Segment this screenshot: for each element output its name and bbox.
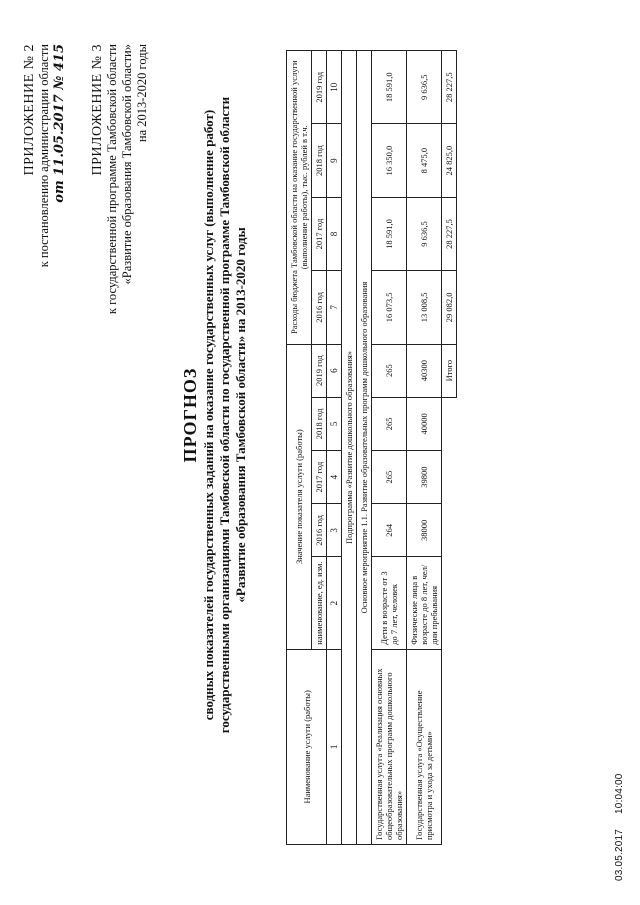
- document-heading: [180, 95, 249, 735]
- header-expense-group: Расходы бюджета Тамбовской области на оказание государственной услуги (выполнение работы), тыс. рублей в т.ч.: [287, 51, 312, 345]
- appendix-3-block: [90, 44, 150, 314]
- header-service-name: Наименование услуги (работы): [287, 649, 327, 844]
- expense-cell: 13 008,5: [407, 271, 442, 344]
- expense-cell: 9 636,5: [407, 197, 442, 270]
- indicator-cell: 264: [372, 504, 407, 557]
- service-name-cell: Государственная услуга «Осуществление присмотра и ухода за детьми»: [407, 649, 442, 844]
- heading-line-3: «Развитие образования Тамбовской области» на 2013-2020 годы: [233, 227, 248, 603]
- header-ind-year: 2016 год: [312, 504, 327, 557]
- appendix-3-line2: «Развитие образования Тамбовской области»: [120, 44, 134, 285]
- unit-cell: Физические лица в возрасте до 8 лет, чел/дни пребывания: [407, 557, 442, 649]
- header-exp-year: 2018 год: [312, 124, 327, 197]
- expense-cell: 8 475,0: [407, 124, 442, 197]
- header-ind-year: 2019 год: [312, 344, 327, 397]
- unit-cell: Дети в возрасте от 3 до 7 лет, человек: [372, 557, 407, 649]
- total-row: [442, 51, 457, 845]
- subprogram-row: [342, 51, 357, 845]
- appendix-2-handwritten-number: от 11.05.2017 № 415: [52, 44, 67, 203]
- header-indicator-group: Значение показателя услуги (работы): [287, 344, 312, 649]
- appendix-3-line3: на 2013-2020 годы: [135, 44, 149, 143]
- column-number-row: [327, 51, 342, 845]
- subprogram-title: Подпрограмма «Развитие дошкольного образования»: [342, 51, 357, 845]
- total-label: Итого: [442, 344, 457, 397]
- expense-cell: 18 591,0: [372, 197, 407, 270]
- expense-cell: 18 591,0: [372, 51, 407, 124]
- document-title: ПРОГНОЗ: [180, 367, 200, 463]
- print-timestamp: [614, 761, 625, 881]
- column-number: 3: [327, 504, 342, 557]
- indicator-cell: 40000: [407, 397, 442, 450]
- total-cell: 28 227,5: [442, 51, 457, 124]
- print-time: 10:04:00: [614, 773, 625, 814]
- appendix-2-line1: к постановлению администрации области: [37, 44, 51, 268]
- measure-title: Основное мероприятие 1.1. Развитие образовательных программ дошкольного образования: [357, 51, 372, 845]
- header-ind-year: 2017 год: [312, 451, 327, 504]
- indicator-cell: 265: [372, 397, 407, 450]
- expense-cell: 9 636,5: [407, 51, 442, 124]
- indicator-cell: 40300: [407, 344, 442, 397]
- measure-row: [357, 51, 372, 845]
- indicator-cell: 39800: [407, 451, 442, 504]
- appendix-3-title: ПРИЛОЖЕНИЕ № 3: [90, 44, 105, 176]
- column-number: 2: [327, 557, 342, 649]
- column-number: 4: [327, 451, 342, 504]
- appendix-2-block: [22, 44, 67, 267]
- appendix-3-line1: к государственной программе Тамбовской области: [105, 44, 119, 315]
- heading-line-2: государственными организациями Тамбовской области по государственной программе Тамбовской области: [217, 96, 232, 734]
- forecast-table: [286, 50, 457, 845]
- indicator-cell: 265: [372, 451, 407, 504]
- header-unit: наименование, ед. изм.: [312, 557, 327, 649]
- header-row-1: [287, 51, 312, 845]
- heading-line-1: сводных показателей государственных заданий на оказание государственных услуг (выполнение работ): [201, 109, 216, 721]
- indicator-cell: 38000: [407, 504, 442, 557]
- header-ind-year: 2018 год: [312, 397, 327, 450]
- column-number: 6: [327, 344, 342, 397]
- column-number: 9: [327, 124, 342, 197]
- column-number: 8: [327, 197, 342, 270]
- header-exp-year: 2017 год: [312, 197, 327, 270]
- total-cell: 24 825,0: [442, 124, 457, 197]
- column-number: 5: [327, 397, 342, 450]
- table-row: [407, 51, 442, 845]
- table-row: [372, 51, 407, 845]
- service-name-cell: Государственная услуга «Реализация основных общеобразовательных программ дошкольного образования»: [372, 649, 407, 844]
- print-date: 03.05.2017: [614, 828, 625, 881]
- indicator-cell: 265: [372, 344, 407, 397]
- expense-cell: 16 350,0: [372, 124, 407, 197]
- column-number: 7: [327, 271, 342, 344]
- total-spacer: [442, 397, 457, 844]
- total-cell: 28 227,5: [442, 197, 457, 270]
- expense-cell: 16 073,5: [372, 271, 407, 344]
- header-exp-year: 2019 год: [312, 51, 327, 124]
- column-number: 10: [327, 51, 342, 124]
- appendix-2-title: ПРИЛОЖЕНИЕ № 2: [22, 44, 37, 176]
- total-cell: 29 082,0: [442, 271, 457, 344]
- column-number: 1: [327, 649, 342, 844]
- header-exp-year: 2016 год: [312, 271, 327, 344]
